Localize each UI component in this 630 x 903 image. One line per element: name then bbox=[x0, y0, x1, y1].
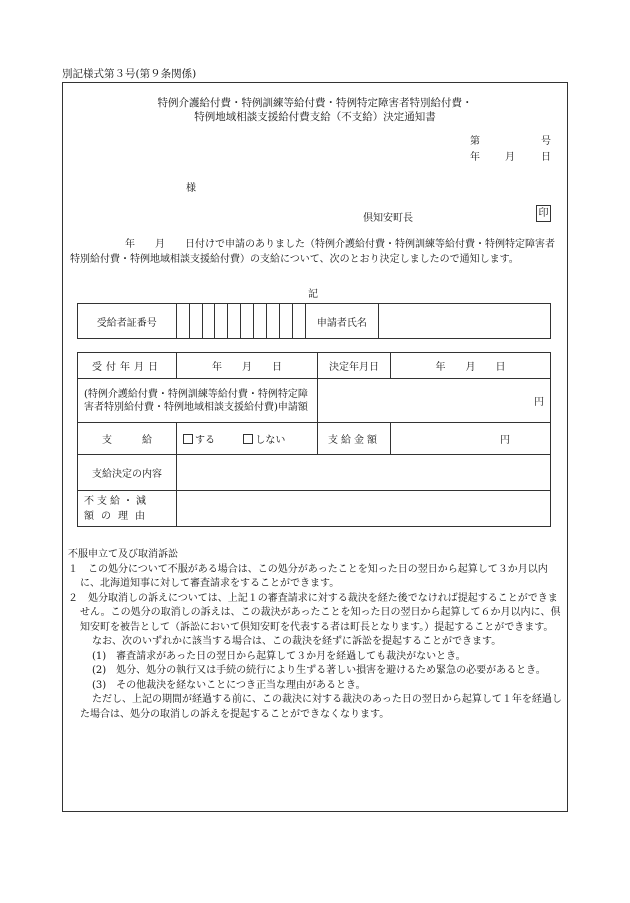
payment-options bbox=[177, 423, 318, 455]
reason-label-line2: 額の理由 bbox=[84, 510, 152, 522]
number-suffix: 号 bbox=[541, 136, 551, 147]
cert-digit-cell[interactable] bbox=[228, 304, 241, 339]
payment-label: 支 給 bbox=[78, 423, 177, 455]
day-label: 日 bbox=[541, 152, 551, 163]
number-prefix: 第 bbox=[470, 136, 480, 147]
decision-table bbox=[77, 352, 551, 527]
cert-digit-cell[interactable] bbox=[176, 304, 189, 339]
cert-digit-cell[interactable] bbox=[280, 304, 293, 339]
cert-digit-cell[interactable] bbox=[202, 304, 215, 339]
do-option-label: する bbox=[195, 435, 215, 446]
note-sub-2: (2) 処分、処分の執行又は手続の続行により生ずる著しい損害を避けるため緊急の必要があるとき。 bbox=[92, 665, 546, 676]
do-checkbox[interactable] bbox=[183, 434, 193, 444]
cert-digit-cell[interactable] bbox=[189, 304, 202, 339]
document-title-line2: 特例地域相談支援給付費支給（不支給）決定通知書 bbox=[194, 111, 436, 123]
cert-digit-cell[interactable] bbox=[241, 304, 254, 339]
reason-label-line1: 不支給・減 bbox=[84, 495, 149, 507]
cert-digit-cell[interactable] bbox=[215, 304, 228, 339]
cert-number-label: 受給者証番号 bbox=[78, 304, 177, 339]
addressee-honorific: 様 bbox=[186, 183, 196, 194]
notes-heading: 不服申立て及び取消訴訟 bbox=[68, 549, 178, 560]
dont-checkbox[interactable] bbox=[243, 434, 253, 444]
applicant-name-field[interactable] bbox=[378, 304, 550, 339]
applied-amount-label: (特例介護給付費・特例訓練等給付費・特例特定障害者特別給付費・特例地域相談支援給付費)申請額 bbox=[78, 379, 318, 423]
dont-option-label: しない bbox=[255, 435, 286, 446]
issuer-name: 倶知安町長 bbox=[363, 213, 413, 224]
note-1: １ この処分について不服がある場合は、この処分があったことを知った日の翌日から起算して３か月以内に、北海道知事に対して審査請求をすることができます。 bbox=[68, 563, 548, 589]
applicant-table bbox=[77, 303, 551, 339]
applicant-name-label: 申請者氏名 bbox=[306, 304, 379, 339]
decision-content-label: 支給決定の内容 bbox=[78, 455, 177, 491]
yen-unit: 円 bbox=[534, 397, 544, 408]
note-sub-3: (3) その他裁決を経ないことにつき正当な理由があるとき。 bbox=[92, 679, 366, 691]
note-4: ただし、上記の期間が経過する前に、この裁決に対する裁決のあった日の翌日から起算して１年を経過した場合は、処分の取消しの訴えを提起することができなくなります。 bbox=[80, 694, 562, 720]
form-label: 別記様式第３号(第９条関係) bbox=[62, 68, 197, 80]
applied-amount-field[interactable] bbox=[318, 379, 551, 423]
payment-amount-field[interactable] bbox=[391, 423, 551, 455]
payment-amount-label: 支給金額 bbox=[318, 423, 391, 455]
month-label: 月 bbox=[505, 152, 515, 163]
decision-date-label: 決定年月日 bbox=[318, 353, 391, 379]
decision-date-field[interactable]: 年 月 日 bbox=[391, 353, 551, 379]
note-3: なお、次のいずれかに該当する場合は、この裁決を経ずに訴訟を提起することができます。 bbox=[92, 636, 502, 647]
cert-digit-cell[interactable] bbox=[267, 304, 280, 339]
cert-digit-cell[interactable] bbox=[293, 304, 306, 339]
note-sub-1: (1) 審査請求があった日の翌日から起算して３か月を経過しても裁決がないとき。 bbox=[92, 650, 466, 662]
appeal-notes bbox=[62, 548, 562, 722]
received-date-label: 受付年月日 bbox=[78, 353, 177, 379]
seal-mark: 印 bbox=[536, 205, 551, 222]
decision-content-field[interactable] bbox=[177, 455, 551, 491]
document-title-line1: 特例介護給付費・特例訓練等給付費・特例特定障害者特別給付費・ bbox=[157, 97, 473, 109]
year-label: 年 bbox=[470, 152, 480, 163]
reason-field[interactable] bbox=[177, 491, 551, 527]
note-2: ２ 処分取消しの訴えについては、上記１の審査請求に対する裁決を経た後でなければ提起することができません。この処分の取消しの訴えは、この裁決があったことを知った日の翌日から起算して６か月以内に、倶知安町を被告として（訴訟において倶知安町を代表する者は町長となります。）提起することができます。 bbox=[68, 592, 561, 633]
reason-label bbox=[78, 491, 177, 527]
received-date-field[interactable]: 年 月 日 bbox=[177, 353, 318, 379]
notice-text: 年 月 日付けで申請のありました（特例介護給付費・特例訓練等給付費・特例特定障害者特別給付費・特例地域相談支援給付費）の支給について、次のとおり決定しましたので通知します。 bbox=[70, 239, 555, 265]
ki-heading: 記 bbox=[308, 289, 318, 300]
cert-digit-cell[interactable] bbox=[254, 304, 267, 339]
yen-unit: 円 bbox=[500, 435, 510, 446]
